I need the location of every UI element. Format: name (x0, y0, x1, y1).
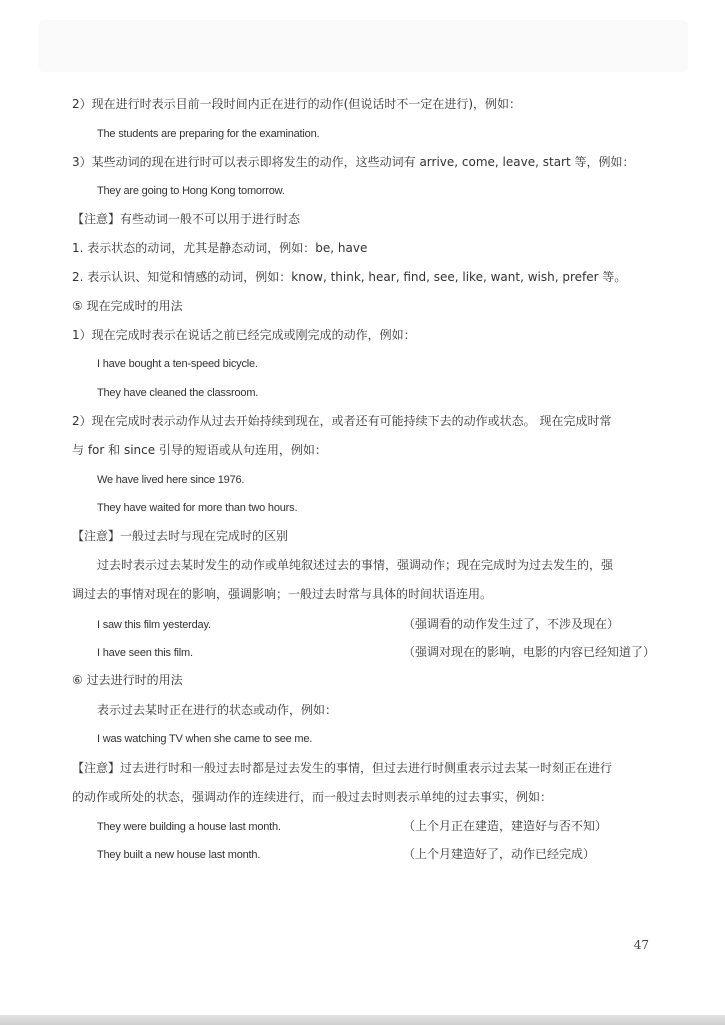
text-line: 3）某些动词的现在进行时可以表示即将发生的动作，这些动词有 arrive, come, leave, start 等，例如： (72, 155, 635, 169)
example-row (97, 818, 655, 835)
text-line: 1. 表示状态的动词，尤其是静态动词，例如：be, have (72, 241, 368, 255)
text-line: 的动作或所处的状态，强调动作的连续进行，而一般过去时则表示单纯的过去事实，例如： (72, 790, 553, 804)
example-sentence: They have cleaned the classroom. (97, 387, 259, 399)
section-heading: ⑤ 现在完成时的用法 (72, 299, 183, 313)
section-heading: ⑥ 过去进行时的用法 (72, 673, 183, 687)
text-line: 2）现在进行时表示目前一段时间内正在进行的动作(但说话时不一定在进行)，例如： (72, 97, 522, 111)
text-line: 表示过去某时正在进行的状态或动作，例如： (97, 703, 338, 717)
example-sentence: The students are preparing for the examination. (97, 128, 320, 140)
example-sentence: They built a new house last month. (97, 849, 261, 861)
example-sentence: I have bought a ten-speed bicycle. (97, 358, 258, 370)
text-line: 1）现在完成时表示在说话之前已经完成或刚完成的动作，例如： (72, 328, 416, 342)
note-heading: 【注意】一般过去时与现在完成时的区别 (72, 529, 289, 543)
example-sentence: They have waited for more than two hours. (97, 502, 298, 514)
page-number: 47 (633, 938, 649, 952)
text-line: 调过去的事情对现在的影响，强调影响；一般过去时常与具体的时间状语连用。 (72, 587, 493, 601)
text-line: 2）现在完成时表示动作从过去开始持续到现在，或者还有可能持续下去的动作或状态。 现在完成时常 (72, 414, 612, 428)
text-line: 与 for 和 since 引导的短语或从句连用，例如： (72, 443, 327, 457)
example-sentence: I saw this film yesterday. (97, 619, 211, 631)
example-sentence: I have seen this film. (97, 647, 193, 659)
example-note: （强调看的动作发生过了，不涉及现在） (403, 617, 620, 631)
example-note: （上个月建造好了，动作已经完成） (403, 847, 596, 861)
text-line: 过去时表示过去某时发生的动作或单纯叙述过去的事情，强调动作；现在完成时为过去发生的，强 (97, 558, 614, 572)
example-row (97, 846, 655, 863)
example-sentence: They were building a house last month. (97, 821, 281, 833)
example-sentence: They are going to Hong Kong tomorrow. (97, 185, 285, 197)
example-sentence: I was watching TV when she came to see me. (97, 733, 313, 745)
example-row (97, 616, 655, 633)
note-heading: 【注意】有些动词一般不可以用于进行时态 (72, 212, 301, 226)
example-sentence: We have lived here since 1976. (97, 474, 245, 486)
text-line: 2. 表示认识、知觉和情感的动词，例如：know, think, hear, find, see, like, want, wish, prefer 等。 (72, 270, 627, 284)
example-note: （上个月正在建造，建造好与否不知） (403, 819, 608, 833)
example-note: （强调对现在的影响，电影的内容已经知道了） (403, 645, 656, 659)
note-heading: 【注意】过去进行时和一般过去时都是过去发生的事情，但过去进行时侧重表示过去某一时刻正在进行 (72, 761, 613, 775)
example-row (97, 644, 655, 661)
viewer-bottom-edge (0, 1015, 725, 1025)
header-band (38, 20, 688, 72)
